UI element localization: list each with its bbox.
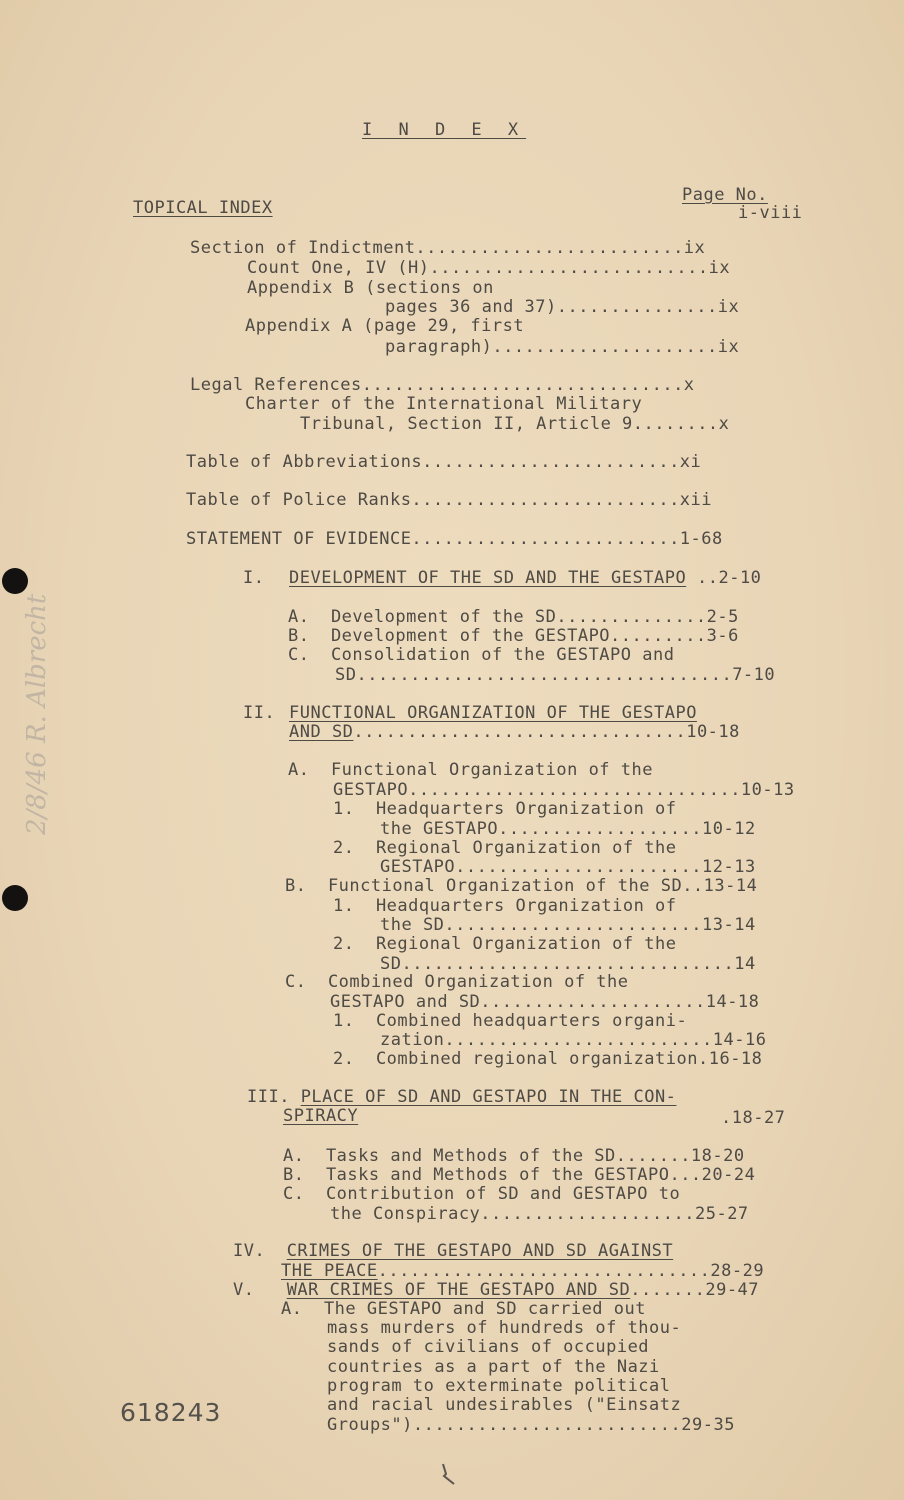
index-entry-3: pages 36 and 37)...............ix: [385, 297, 740, 317]
section-2-number: II.: [243, 703, 276, 723]
index-sub-entry-0: A. Development of the SD..............2-5: [288, 607, 739, 627]
index-entry-11: STATEMENT OF EVIDENCE.........................1-68: [186, 529, 723, 549]
page-no-label: Page No.: [682, 185, 768, 205]
index-sub-entry-24: B. Tasks and Methods of the GESTAPO...20-24: [283, 1165, 756, 1185]
section-1-number: I.: [243, 568, 265, 588]
index-sub-entry-3: SD...................................7-10: [335, 665, 776, 685]
index-entry-10: Table of Police Ranks.........................xii: [186, 490, 713, 510]
index-sub-entry-32: sands of civilians of occupied: [327, 1337, 650, 1357]
index-entry-8: Tribunal, Section II, Article 9........x: [300, 414, 730, 434]
document-number: 618243: [120, 1398, 222, 1427]
index-entry-4: Appendix A (page 29, first: [245, 316, 525, 336]
index-sub-entry-12: the SD........................13-14: [380, 915, 756, 935]
punch-hole-top: [2, 568, 28, 594]
index-sub-entry-13: 2. Regional Organization of the: [333, 934, 677, 954]
index-sub-entry-28: THE PEACE...............................28-29: [281, 1261, 765, 1281]
index-sub-entry-9: GESTAPO.......................12-13: [380, 857, 756, 877]
index-sub-entry-10: B. Functional Organization of the SD..13-14: [285, 876, 758, 896]
index-sub-entry-18: zation.........................14-16: [380, 1030, 767, 1050]
index-sub-entry-33: countries as a part of the Nazi: [327, 1357, 660, 1377]
index-sub-entry-23: A. Tasks and Methods of the SD.......18-20: [283, 1146, 745, 1166]
index-sub-entry-25: C. Contribution of SD and GESTAPO to: [283, 1184, 681, 1204]
index-sub-entry-15: C. Combined Organization of the: [285, 972, 629, 992]
index-sub-entry-16: GESTAPO and SD.....................14-18: [330, 992, 760, 1012]
punch-hole-bottom: [2, 885, 28, 911]
index-sub-entry-7: the GESTAPO...................10-12: [380, 819, 756, 839]
index-sub-entry-36: Groups").........................29-35: [327, 1415, 735, 1435]
index-sub-entry-29: V. WAR CRIMES OF THE GESTAPO AND SD.......29-47: [233, 1280, 760, 1300]
section-1-pages: ..2-10: [697, 568, 762, 588]
handwritten-note: 2/8/46 R. Albrecht: [22, 593, 52, 835]
index-sub-entry-14: SD...............................14: [380, 954, 756, 974]
section-2-heading: FUNCTIONAL ORGANIZATION OF THE GESTAPO: [289, 703, 697, 723]
index-sub-entry-35: and racial undesirables ("Einsatz: [327, 1395, 682, 1415]
index-sub-entry-21: SPIRACY: [283, 1106, 359, 1126]
index-entry-5: paragraph).....................ix: [385, 337, 740, 357]
index-entry-9: Table of Abbreviations........................xi: [186, 452, 702, 472]
index-sub-entry-20: III. PLACE OF SD AND GESTAPO IN THE CON-: [247, 1087, 677, 1107]
index-sub-entry-30: A. The GESTAPO and SD carried out: [281, 1299, 646, 1319]
index-entry-2: Appendix B (sections on: [247, 278, 494, 298]
index-sub-entry-4: A. Functional Organization of the: [288, 760, 653, 780]
index-entry-7: Charter of the International Military: [245, 394, 643, 414]
page-no-range: i-viii: [738, 203, 803, 223]
index-sub-entry-11: 1. Headquarters Organization of: [333, 896, 677, 916]
index-sub-entry-19: 2. Combined regional organization.16-18: [333, 1049, 763, 1069]
index-sub-entry-5: GESTAPO...............................10-13: [333, 780, 795, 800]
index-sub-entry-1: B. Development of the GESTAPO.........3-6: [288, 626, 739, 646]
index-entry-6: Legal References..............................x: [190, 375, 695, 395]
index-sub-entry-31: mass murders of hundreds of thou-: [327, 1318, 682, 1338]
pencil-mark-icon: [440, 1462, 458, 1488]
topical-index-heading: TOPICAL INDEX: [133, 198, 273, 218]
index-sub-entry-26: the Conspiracy....................25-27: [330, 1204, 749, 1224]
section-2-heading-line2: AND SD...............................10-18: [289, 722, 740, 742]
index-sub-entry-17: 1. Combined headquarters organi-: [333, 1011, 688, 1031]
index-sub-entry-22: .18-27: [721, 1108, 786, 1128]
index-title: I N D E X: [362, 120, 527, 140]
section-1-heading: DEVELOPMENT OF THE SD AND THE GESTAPO: [289, 568, 687, 588]
index-sub-entry-2: C. Consolidation of the GESTAPO and: [288, 645, 675, 665]
index-sub-entry-8: 2. Regional Organization of the: [333, 838, 677, 858]
index-sub-entry-27: IV. CRIMES OF THE GESTAPO AND SD AGAINST: [233, 1241, 674, 1261]
index-sub-entry-34: program to exterminate political: [327, 1376, 671, 1396]
index-sub-entry-6: 1. Headquarters Organization of: [333, 799, 677, 819]
index-entry-1: Count One, IV (H)..........................ix: [247, 258, 731, 278]
index-entry-0: Section of Indictment.........................ix: [190, 238, 706, 258]
